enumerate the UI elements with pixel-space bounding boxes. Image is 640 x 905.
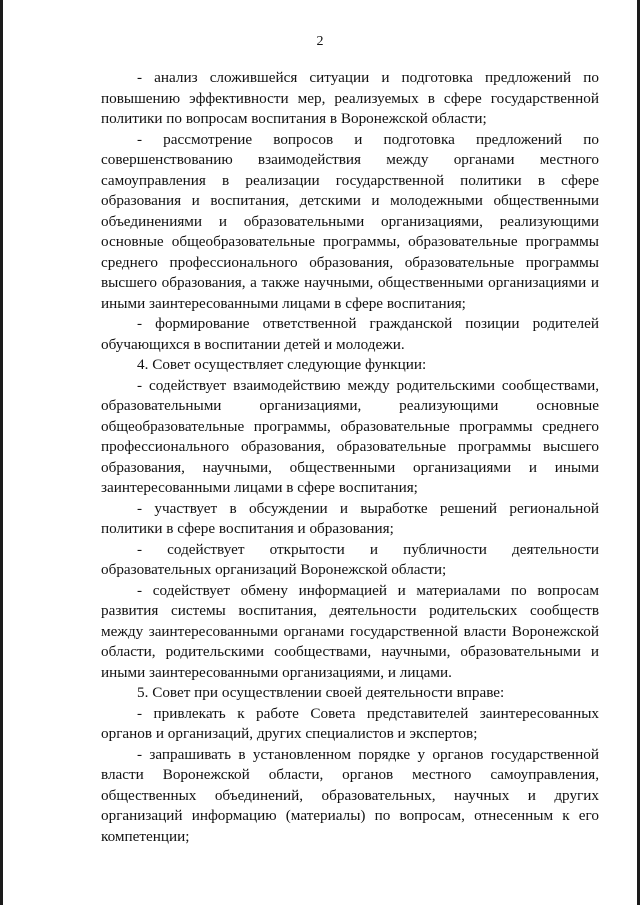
paragraph: - запрашивать в установленном порядке у органов государственной власти Воронежской области, органов местного самоуправления, общественных объединений, образовательных, научных и других организаций информацию (материалы) по вопросам, отнесенным к его компетенции;: [101, 745, 599, 845]
document-body: [101, 68, 599, 847]
scan-left-edge: [0, 0, 3, 905]
paragraph: - анализ сложившейся ситуации и подготовка предложений по повышению эффективности мер, реализуемых в сфере государственной политики по вопросам воспитания в Воронежской области;: [101, 69, 599, 127]
paragraph: - участвует в обсуждении и выработке решений региональной политики в сфере воспитания и образования;: [101, 499, 599, 537]
paragraph: - привлекать к работе Совета представителей заинтересованных органов и организаций, других специалистов и экспертов;: [101, 704, 599, 742]
paragraph: - формирование ответственной гражданской позиции родителей обучающихся в воспитании детей и молодежи.: [101, 315, 599, 353]
section-heading: 5. Совет при осуществлении своей деятельности вправе:: [137, 684, 505, 701]
paragraph: - содействует обмену информацией и материалами по вопросам развития системы воспитания, деятельности родительских сообществ между заинтересованными органами государственной власти Воронежской области, родительскими сообществами, научными, образовательными и иными заинтересованными организациями, и лицами.: [101, 581, 599, 681]
paragraph: - содействует взаимодействию между родительскими сообществами, образовательными организациями, реализующими основные общеобразовательные программы, образовательные программы среднего профессионального образования, образовательные программы высшего образования, научными, общественными организациями и иными заинтересованными лицами в сфере воспитания;: [101, 376, 599, 496]
section-heading: 4. Совет осуществляет следующие функции:: [137, 356, 427, 373]
paragraph: - содействует открытости и публичности деятельности образовательных организаций Воронежской области;: [101, 540, 599, 578]
paragraph: - рассмотрение вопросов и подготовка предложений по совершенствованию взаимодействия между органами местного самоуправления в реализации государственной политики в сфере образования и воспитания, детскими и молодежными общественными объединениями и образовательными организациями, реализующими основные общеобразовательные программы, образовательные программы среднего профессионального образования, образовательные программы высшего образования, а также научными, общественными организациями и иными заинтересованными лицами в сфере воспитания;: [101, 130, 599, 312]
page-number: 2: [316, 34, 324, 49]
